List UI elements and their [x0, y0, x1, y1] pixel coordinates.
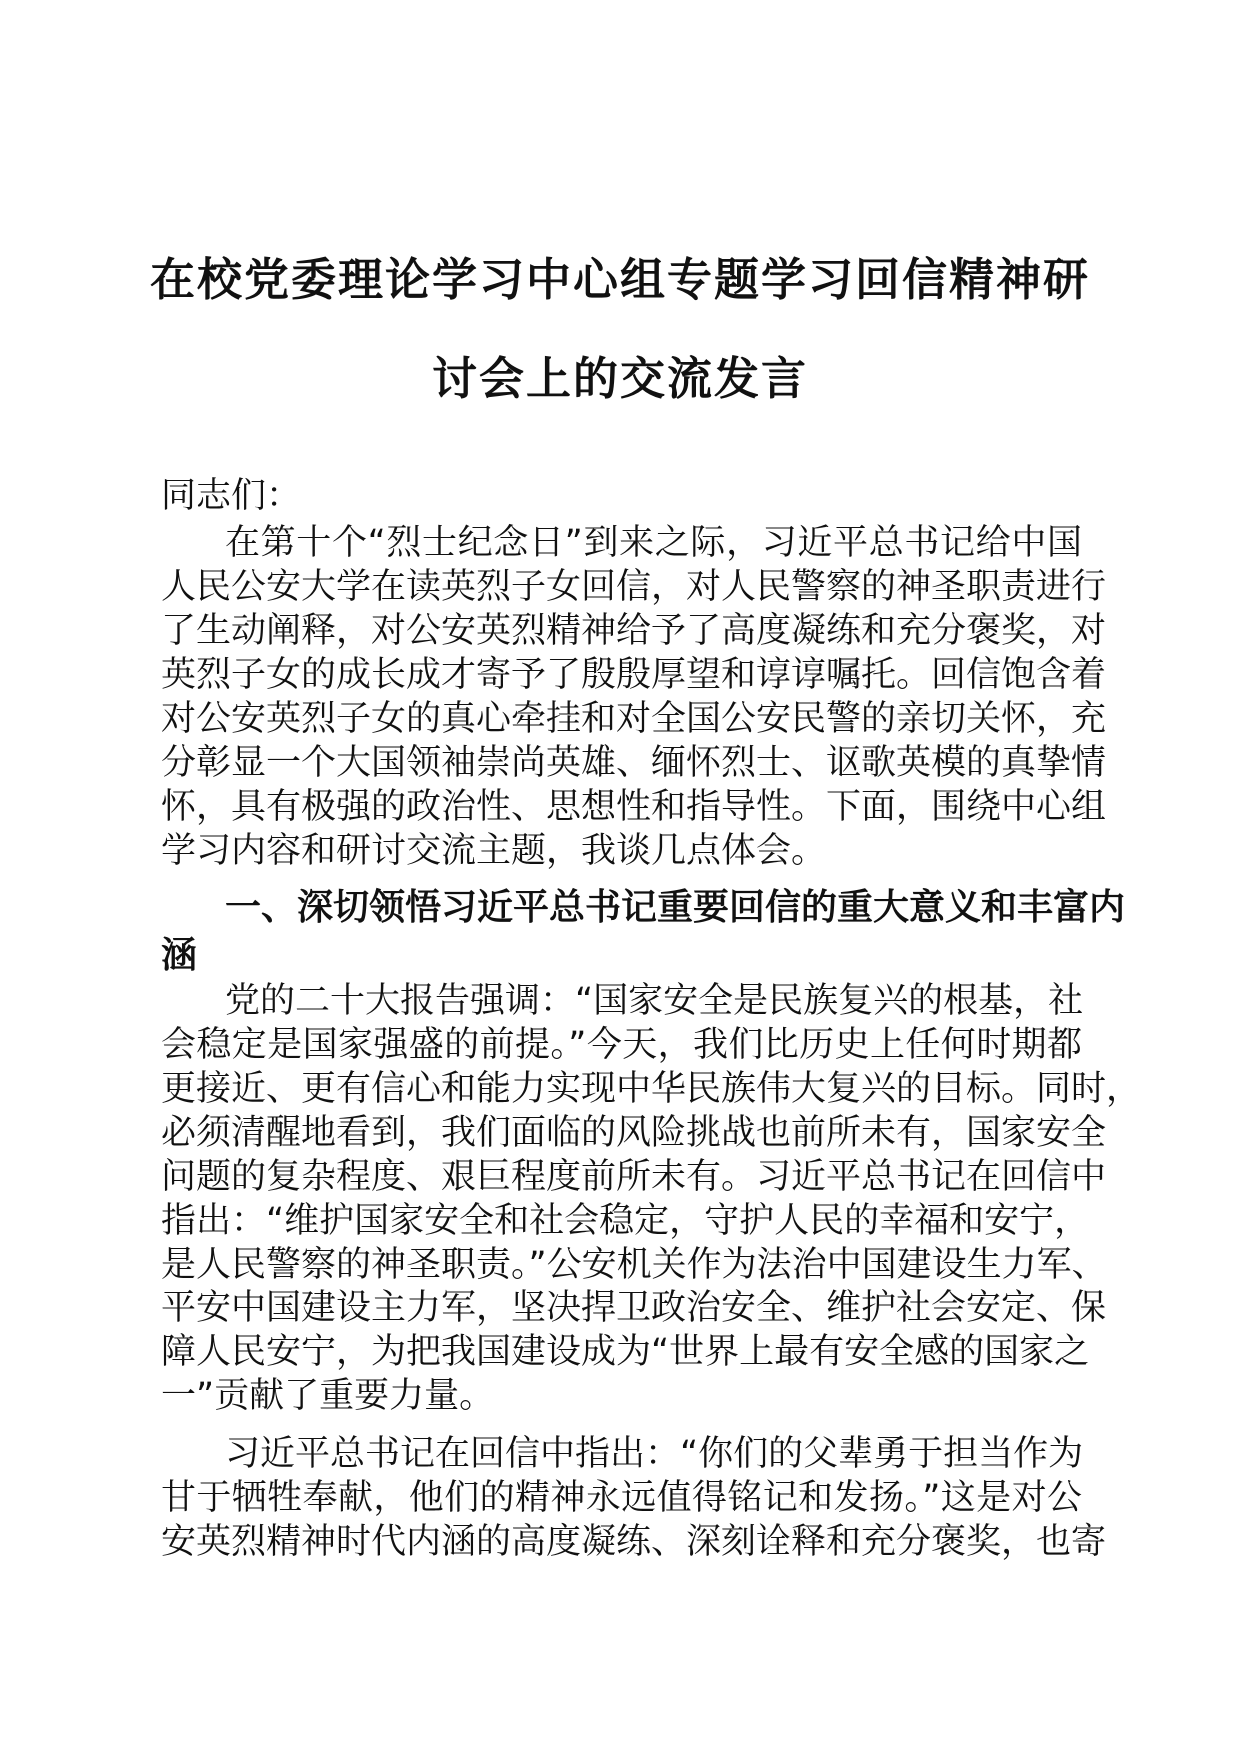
paragraph-line: 分彰显一个大国领袖崇尚英雄、缅怀烈士、讴歌英模的真挚情 — [161, 743, 1107, 783]
paragraph-line: 是人民警察的神圣职责。”公安机关作为法治中国建设生力军、 — [161, 1245, 1107, 1285]
paragraph-line: 对公安英烈子女的真心牵挂和对全国公安民警的亲切关怀，充 — [161, 699, 1107, 739]
paragraph-line: 学习内容和研讨交流主题，我谈几点体会。 — [161, 831, 827, 871]
paragraph-line: 会稳定是国家强盛的前提。”今天，我们比历史上任何时期都 — [161, 1025, 1082, 1065]
paragraph-line: 必须清醒地看到，我们面临的风险挑战也前所未有，国家安全 — [161, 1113, 1107, 1153]
paragraph-line: 了生动阐释，对公安英烈精神给予了高度凝练和充分褒奖，对 — [161, 611, 1107, 651]
paragraph-line: 怀，具有极强的政治性、思想性和指导性。下面，围绕中心组 — [161, 787, 1107, 827]
paragraph-line: 习近平总书记在回信中指出：“你们的父辈勇于担当作为 — [225, 1434, 1084, 1474]
section-heading-line: 一、深切领悟习近平总书记重要回信的重大意义和丰富内 — [225, 887, 1126, 928]
paragraph-line: 安英烈精神时代内涵的高度凝练、深刻诠释和充分褒奖，也寄 — [161, 1522, 1107, 1562]
paragraph-line: 一”贡献了重要力量。 — [161, 1376, 495, 1416]
section-heading-line: 涵 — [161, 935, 198, 976]
paragraph-line: 问题的复杂程度、艰巨程度前所未有。习近平总书记在回信中 — [161, 1157, 1107, 1197]
paragraph-line: 英烈子女的成长成才寄予了殷殷厚望和谆谆嘱托。回信饱含着 — [161, 655, 1107, 695]
paragraph-line: 在第十个“烈士纪念日”到来之际，习近平总书记给中国 — [225, 523, 1082, 563]
paragraph-line: 甘于牺牲奉献，他们的精神永远值得铭记和发扬。”这是对公 — [161, 1478, 1082, 1518]
paragraph-line: 更接近、更有信心和能力实现中华民族伟大复兴的目标。同时， — [161, 1069, 1142, 1109]
paragraph-line: 同志们： — [161, 476, 302, 516]
paragraph-line: 平安中国建设主力军，坚决捍卫政治安全、维护社会安定、保 — [161, 1288, 1107, 1328]
title-line-1: 在校党委理论学习中心组专题学习回信精神研 — [150, 253, 1091, 306]
paragraph-line: 人民公安大学在读英烈子女回信，对人民警察的神圣职责进行 — [161, 567, 1107, 607]
paragraph-line: 障人民安宁，为把我国建设成为“世界上最有安全感的国家之 — [161, 1332, 1090, 1372]
paragraph-line: 党的二十大报告强调：“国家安全是民族复兴的根基，社 — [225, 981, 1084, 1021]
title-line-2: 讨会上的交流发言 — [431, 352, 808, 405]
paragraph-line: 指出：“维护国家安全和社会稳定，守护人民的幸福和安宁， — [161, 1201, 1090, 1241]
